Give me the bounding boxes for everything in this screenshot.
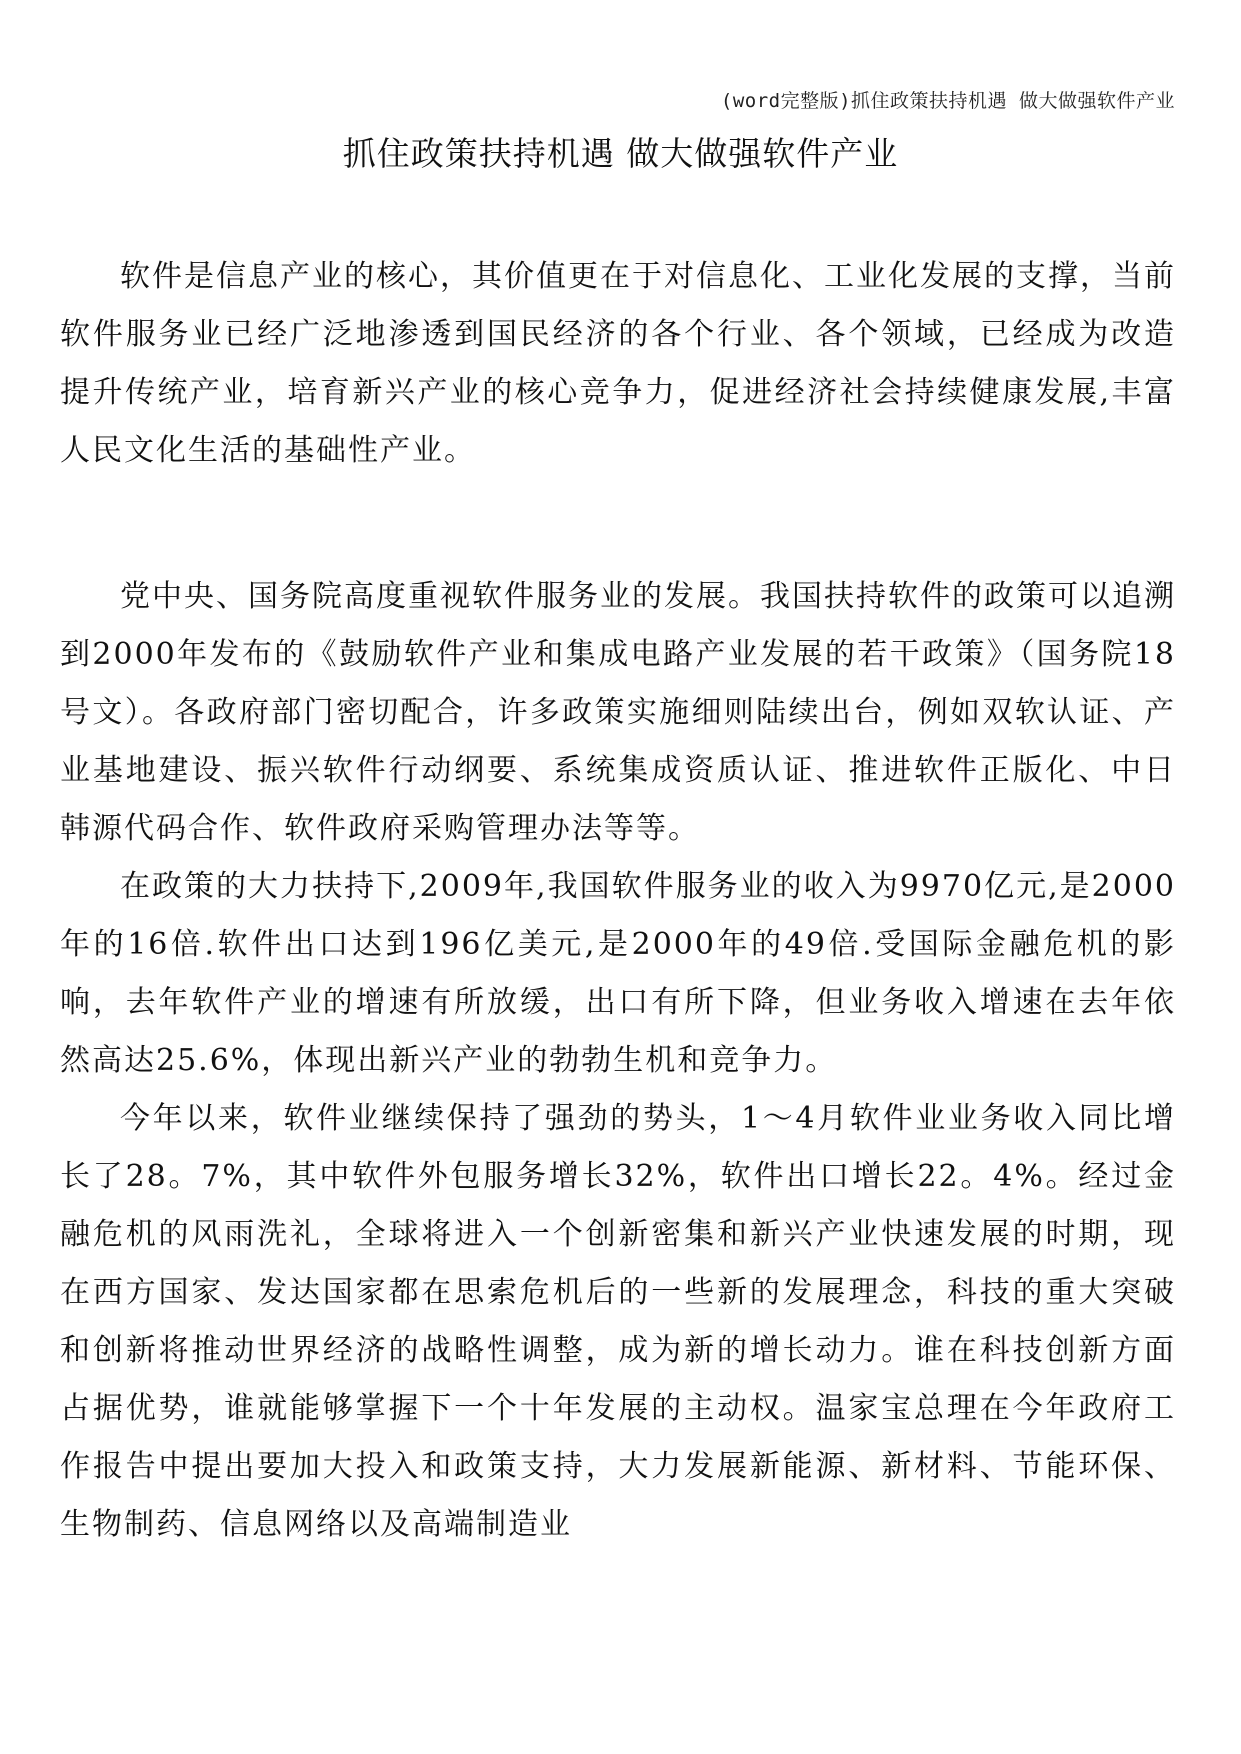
paragraph-industry-revenue: 在政策的大力扶持下,2009年,我国软件服务业的收入为9970亿元,是2000年的16倍.软件出口达到196亿美元,是2000年的49倍.受国际金融危机的影响，去年软件产业的增速有所放缓，出口有所下降，但业务收入增速在去年依然高达25.6%，体现出新兴产业的勃勃生机和竞争力。 bbox=[60, 869, 1176, 1078]
running-header: (word完整版)抓住政策扶持机遇 做大做强软件产业 bbox=[720, 90, 1175, 112]
document-body bbox=[60, 248, 1176, 1554]
document-title: 抓住政策扶持机遇 做大做强软件产业 bbox=[342, 134, 899, 173]
paragraph-policy-history: 党中央、国务院高度重视软件服务业的发展。我国扶持软件的政策可以追溯到2000年发布的《鼓励软件产业和集成电路产业发展的若干政策》（国务院18号文）。各政府部门密切配合，许多政策实施细则陆续出台，例如双软认证、产业基地建设、振兴软件行动纲要、系统集成资质认证、推进软件正版化、中日韩源代码合作、软件政府采购管理办法等等。 bbox=[60, 579, 1176, 846]
paragraph-current-growth: 今年以来，软件业继续保持了强劲的势头，1～4月软件业业务收入同比增长了28。7%，其中软件外包服务增长32%，软件出口增长22。4%。经过金融危机的风雨洗礼，全球将进入一个创新密集和新兴产业快速发展的时期，现在西方国家、发达国家都在思索危机后的一些新的发展理念，科技的重大突破和创新将推动世界经济的战略性调整，成为新的增长动力。谁在科技创新方面占据优势，谁就能够掌握下一个十年发展的主动权。温家宝总理在今年政府工作报告中提出要加大投入和政策支持，大力发展新能源、新材料、节能环保、生物制药、信息网络以及高端制造业 bbox=[60, 1101, 1176, 1542]
paragraph-spacer bbox=[60, 480, 1176, 568]
paragraph-software-core: 软件是信息产业的核心，其价值更在于对信息化、工业化发展的支撑，当前软件服务业已经广泛地渗透到国民经济的各个行业、各个领域，已经成为改造提升传统产业，培育新兴产业的核心竞争力，促进经济社会持续健康发展,丰富人民文化生活的基础性产业。 bbox=[60, 259, 1176, 468]
